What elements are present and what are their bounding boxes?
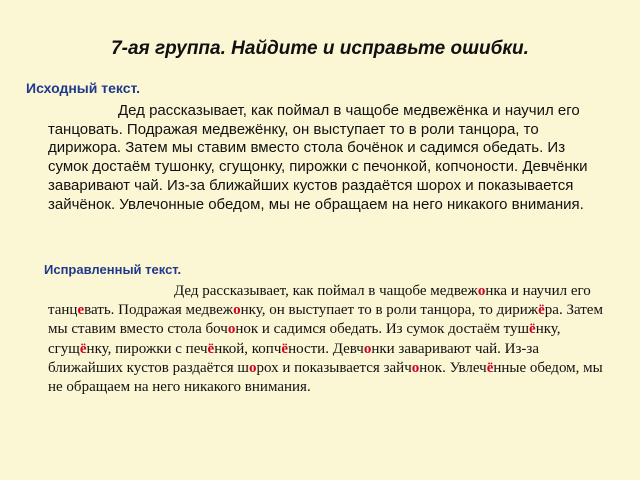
corrected-letter: о xyxy=(233,302,241,319)
corrected-letter: ё xyxy=(281,340,289,357)
corrected-text-segment: нок. Увлеч xyxy=(419,359,487,376)
corrected-letter: о xyxy=(363,340,372,357)
corrected-text-segment: нка и научил его танц xyxy=(48,283,591,319)
corrected-letter: о xyxy=(411,359,420,376)
corrected-text-segment: нки заваривают чай. Из-за ближайших кустов раздаётся ш xyxy=(48,340,540,376)
slide-title: 7-ая группа. Найдите и исправьте ошибки. xyxy=(111,38,529,59)
corrected-letter: ё xyxy=(538,302,545,319)
corrected-text-segment: ра. Затем мы ставим вместо стола боч xyxy=(48,302,603,338)
corrected-text xyxy=(48,282,603,397)
corrected-letter: ё xyxy=(207,340,215,357)
corrected-text-segment: нные обедом, мы не обращаем на него никакого внимания. xyxy=(48,359,603,396)
original-text: Дед рассказывает, как поймал в чащобе медвежёнка и научил его танцовать. Подражая медвежёнку, он выступает то в роли танцора, то дирижора. Затем мы ставим вместо стола бочёнок и садимся обедать. Из сумок достаём тушонку, сгущонку, пирожки с печонкой, копчоности. Девчёнки заваривают чай. Из-за ближайших кустов раздаётся шорох и показывается зайчёнок. Увлечонные обедом, мы не обращаем на него никакого внимания. xyxy=(48,102,588,213)
corrected-letter: е xyxy=(77,302,85,319)
corrected-text-segment: вать. Подражая медвеж xyxy=(84,302,234,319)
corrected-text-segment: нку, сгущ xyxy=(48,321,561,357)
original-text-heading: Исходный текст. xyxy=(26,80,141,96)
corrected-text-segment: рох и показывается зайч xyxy=(256,359,412,376)
corrected-text-segment: нкой, копч xyxy=(214,340,282,357)
corrected-text-segment: нок и садимся обедать. Из сумок достаём туш xyxy=(235,321,530,338)
corrected-text-segment: нку, он выступает то в роли танцора, то дириж xyxy=(240,302,539,319)
corrected-text-segment: нку, пирожки с печ xyxy=(86,340,208,357)
corrected-text-segment: ности. Девч xyxy=(288,340,364,357)
corrected-letter: о xyxy=(477,283,486,299)
corrected-letter: ё xyxy=(79,340,87,357)
corrected-letter: ё xyxy=(529,321,536,338)
corrected-letter: о xyxy=(248,359,257,376)
corrected-letter: о xyxy=(227,321,236,338)
corrected-text-heading: Исправленный текст. xyxy=(44,262,182,277)
corrected-letter: ё xyxy=(486,359,494,376)
corrected-text-segment: Дед рассказывает, как поймал в чащобе медвеж xyxy=(174,283,478,299)
